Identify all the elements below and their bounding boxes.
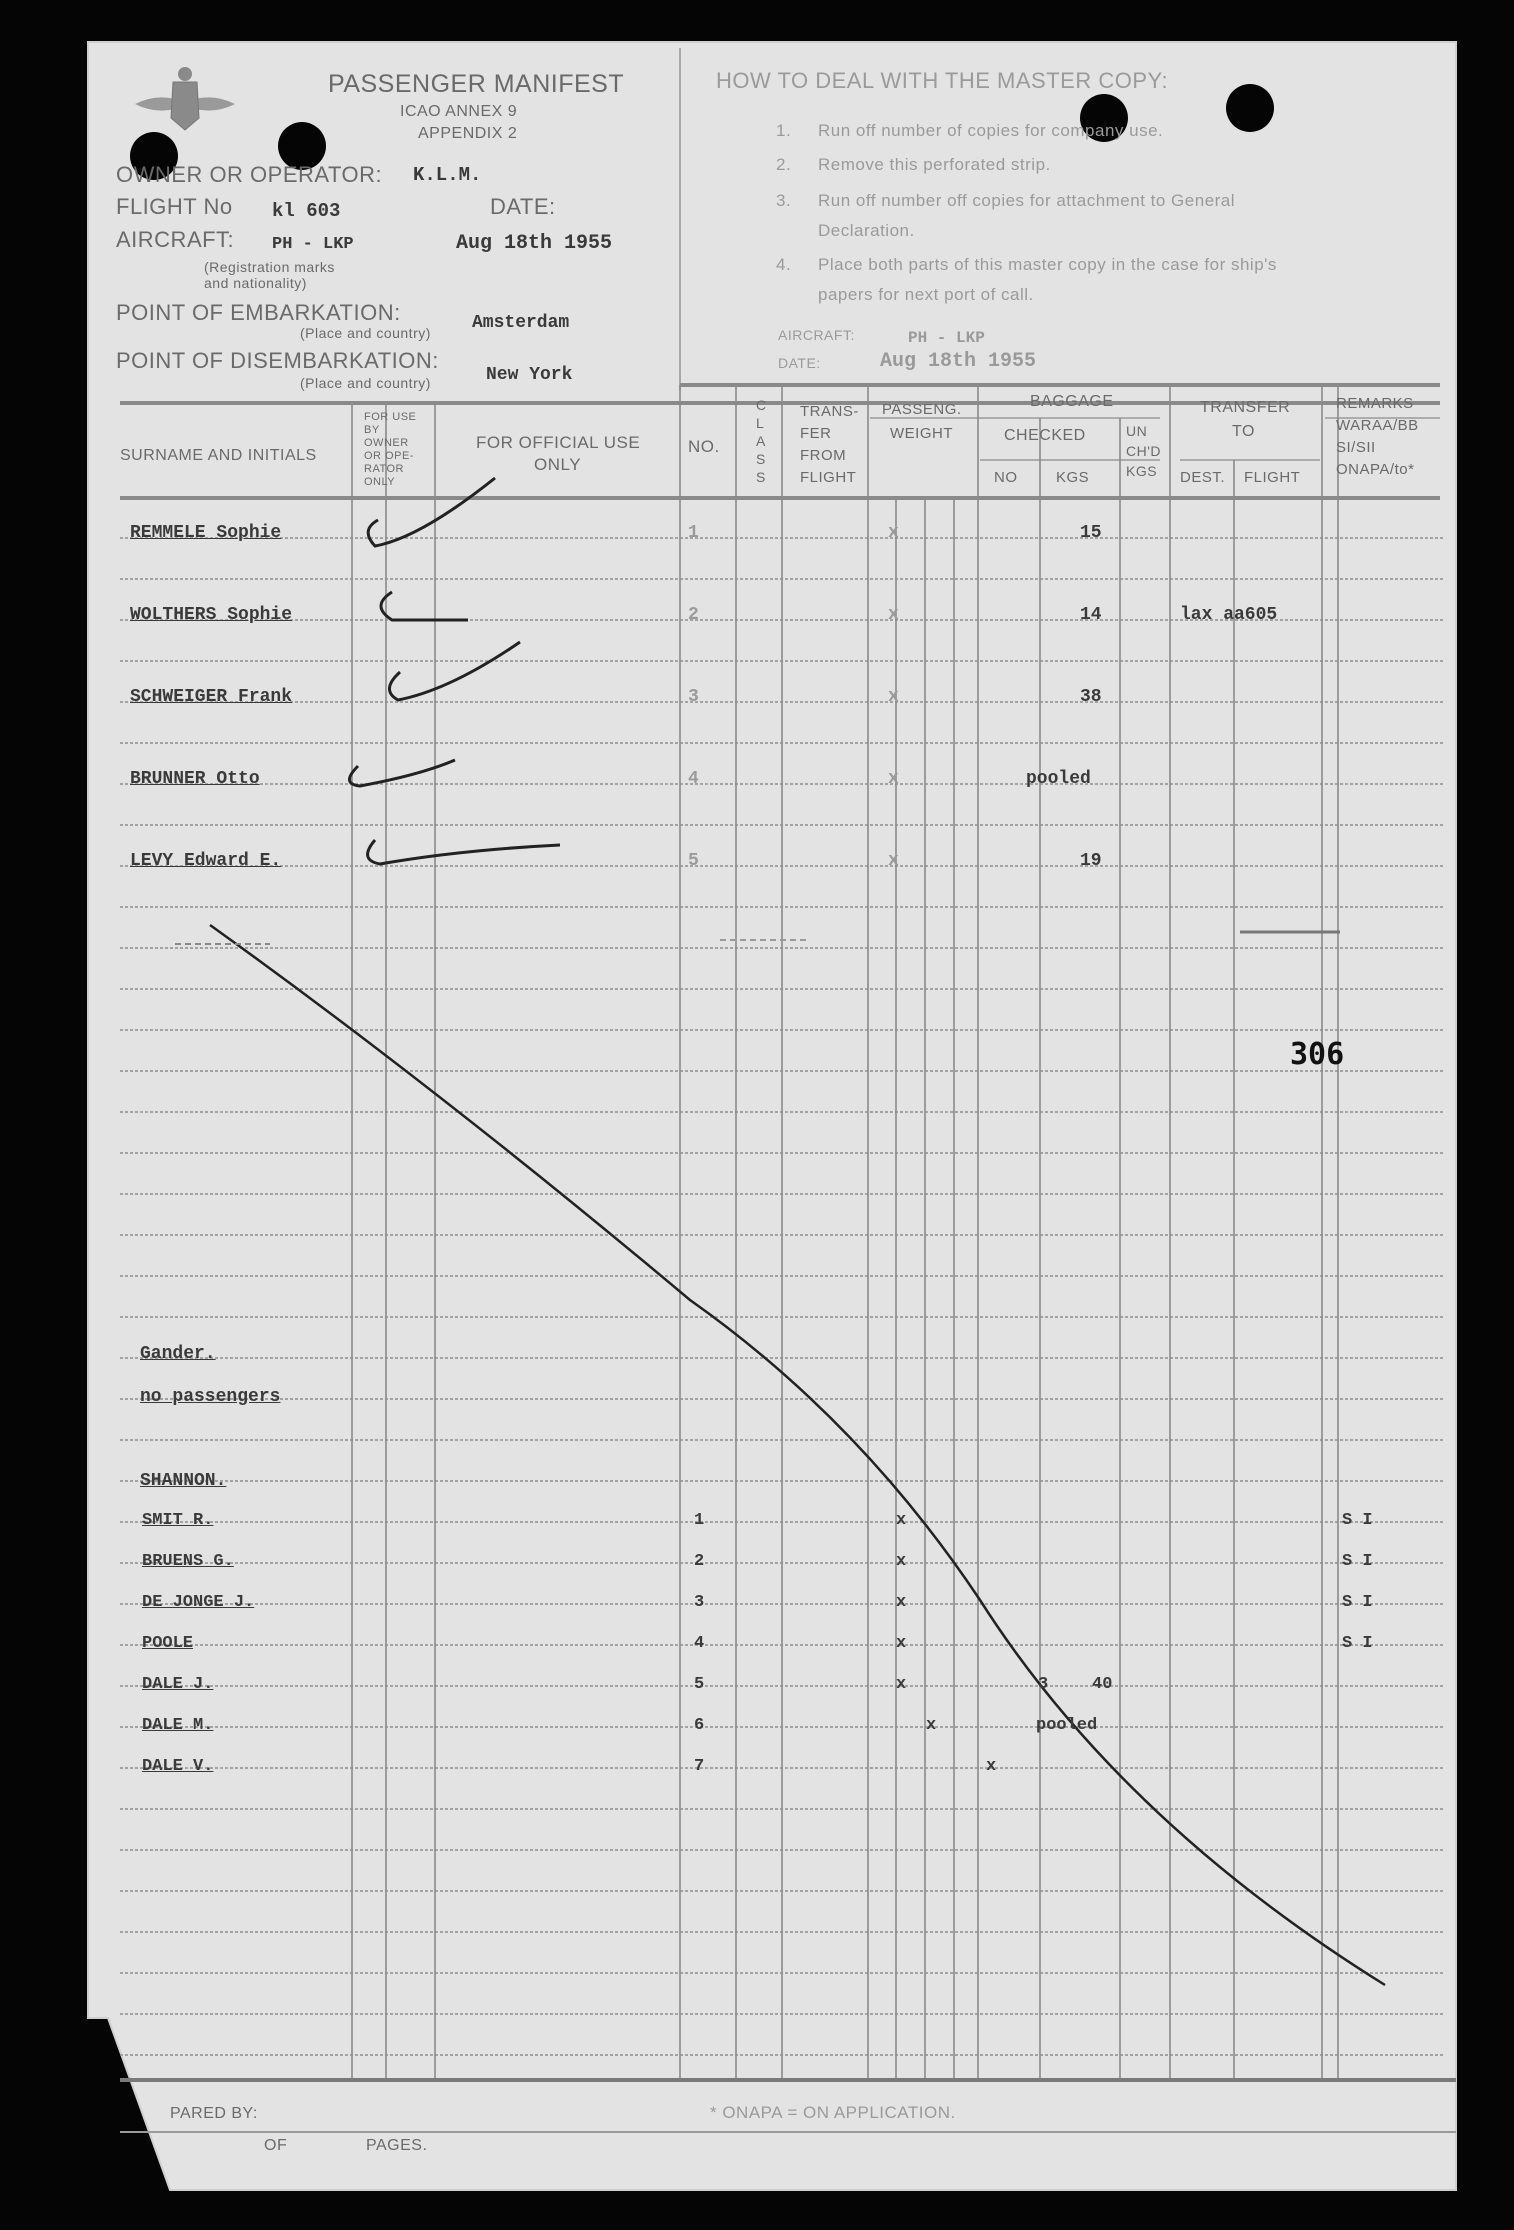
column-transfer-to: TO xyxy=(1232,423,1255,440)
owner-value: K.L.M. xyxy=(413,164,482,186)
instruction-number: 3. xyxy=(776,191,792,210)
passenger-weight-mark: x xyxy=(986,1757,997,1776)
passenger-number: 3 xyxy=(688,687,699,707)
baggage-kgs: pooled xyxy=(1036,1716,1098,1735)
date-label: DATE: xyxy=(490,194,556,219)
passenger-number: 2 xyxy=(694,1552,705,1571)
passenger-weight-mark: x xyxy=(896,1511,907,1530)
prepared-by-label: PARED BY: xyxy=(170,2105,258,2122)
disembarkation-label: POINT OF DISEMBARKATION: xyxy=(116,348,439,373)
column-owner-use-label: OR OPE- xyxy=(364,450,414,462)
passenger-weight-mark: x xyxy=(896,1552,907,1571)
punch-hole xyxy=(1226,84,1274,132)
embarkation-note: (Place and country) xyxy=(300,325,431,341)
baggage-kgs: 14 xyxy=(1080,605,1102,625)
column-passeng-weight: PASSENG. xyxy=(882,401,962,418)
remark: S I xyxy=(1342,1634,1373,1653)
column-remarks-label: SI/SII xyxy=(1336,439,1376,456)
instructions-date-label: DATE: xyxy=(778,355,821,371)
total-number: 306 xyxy=(1290,1037,1345,1072)
passenger-number: 4 xyxy=(694,1634,705,1653)
passenger-name: DALE M. xyxy=(142,1716,214,1735)
passenger-name: BRUENS G. xyxy=(142,1552,234,1571)
passenger-number: 5 xyxy=(688,851,699,871)
passenger-number: 4 xyxy=(688,769,699,789)
transfer-destination: lax aa605 xyxy=(1180,605,1278,625)
passenger-name: BRUNNER Otto xyxy=(130,769,260,789)
column-baggage: BAGGAGE xyxy=(1030,393,1114,410)
column-unchecked-label: KGS xyxy=(1126,463,1158,479)
passenger-name: DALE J. xyxy=(142,1675,214,1694)
column-dest: DEST. xyxy=(1180,469,1226,486)
shannon-label: SHANNON. xyxy=(140,1471,227,1491)
passenger-weight-mark: x xyxy=(896,1593,907,1612)
column-class-label: S xyxy=(756,469,766,485)
instruction-number: 2. xyxy=(776,155,792,174)
passenger-name: SCHWEIGER Frank xyxy=(130,687,293,707)
remark: S I xyxy=(1342,1552,1373,1571)
passenger-weight-mark: x xyxy=(888,605,899,625)
column-class-label: L xyxy=(756,415,765,431)
baggage-kgs: pooled xyxy=(1026,769,1091,789)
passenger-weight-mark: x xyxy=(888,523,899,543)
flight-label: FLIGHT No xyxy=(116,194,233,219)
passenger-weight-mark: x xyxy=(926,1716,937,1735)
baggage-kgs: 15 xyxy=(1080,523,1102,543)
instruction-number: 4. xyxy=(776,255,792,274)
instruction-text: Run off number off copies for attachment to General xyxy=(818,191,1236,210)
passenger-weight-mark: x xyxy=(888,687,899,707)
remark: S I xyxy=(1342,1511,1373,1530)
instruction-text: Place both parts of this master copy in the case for ship's xyxy=(818,255,1277,274)
column-owner-use-label: FOR USE xyxy=(364,411,417,423)
column-remarks-label: REMARKS xyxy=(1336,395,1414,412)
manifest-title: PASSENGER MANIFEST xyxy=(328,70,625,98)
column-checked: CHECKED xyxy=(1004,427,1086,444)
passenger-name: LEVY Edward E. xyxy=(130,851,282,871)
passenger-number: 1 xyxy=(688,523,699,543)
instructions-aircraft-value: PH - LKP xyxy=(908,329,985,347)
passenger-weight-mark: x xyxy=(888,851,899,871)
passenger-weight-mark: x xyxy=(896,1675,907,1694)
column-class-label: A xyxy=(756,433,766,449)
column-transfer-from-label: FLIGHT xyxy=(800,469,857,486)
pages-label: PAGES. xyxy=(366,2137,428,2154)
instruction-text: Declaration. xyxy=(818,221,915,240)
passenger-number: 5 xyxy=(694,1675,705,1694)
column-official-use: FOR OFFICIAL USE xyxy=(476,433,641,452)
gander-note: no passengers xyxy=(140,1387,281,1407)
instruction-number: 1. xyxy=(776,121,792,140)
passenger-name: POOLE xyxy=(142,1634,194,1653)
column-transfer-from-label: TRANS- xyxy=(800,403,859,420)
passenger-number: 1 xyxy=(694,1511,705,1530)
column-passeng-weight: WEIGHT xyxy=(890,425,953,442)
column-transfer-to: TRANSFER xyxy=(1200,399,1291,416)
baggage-count: 3 xyxy=(1038,1675,1049,1694)
column-owner-use-label: OWNER xyxy=(364,437,409,449)
instruction-text: Remove this perforated strip. xyxy=(818,155,1051,174)
instructions-aircraft-label: AIRCRAFT: xyxy=(778,327,855,343)
column-remarks-label: ONAPA/to* xyxy=(1336,461,1415,478)
baggage-kgs: 38 xyxy=(1080,687,1102,707)
gander-label: Gander. xyxy=(140,1344,216,1364)
column-class-label: C xyxy=(756,397,767,413)
registration-note: and nationality) xyxy=(204,275,307,291)
passenger-name: DE JONGE J. xyxy=(142,1593,255,1612)
passenger-number: 6 xyxy=(694,1716,705,1735)
onapa-note: * ONAPA = ON APPLICATION. xyxy=(710,2103,956,2122)
owner-label: OWNER OR OPERATOR: xyxy=(116,162,383,187)
column-remarks-label: WARAA/BB xyxy=(1336,417,1419,434)
passenger-number: 3 xyxy=(694,1593,705,1612)
column-owner-use-label: BY xyxy=(364,424,380,436)
baggage-kgs: 19 xyxy=(1080,851,1102,871)
disembarkation-note: (Place and country) xyxy=(300,375,431,391)
instruction-text: Run off number of copies for company use. xyxy=(818,121,1164,140)
passenger-name: DALE V. xyxy=(142,1757,214,1776)
remark: S I xyxy=(1342,1593,1373,1612)
column-unchecked-label: CH'D xyxy=(1126,443,1162,459)
column-unchecked-label: UN xyxy=(1126,423,1148,439)
instructions-title: HOW TO DEAL WITH THE MASTER COPY: xyxy=(716,68,1169,93)
manifest-subtitle: ICAO ANNEX 9 xyxy=(400,103,518,120)
instructions-date-value: Aug 18th 1955 xyxy=(880,350,1037,373)
column-owner-use-label: RATOR xyxy=(364,463,404,475)
column-official-use: ONLY xyxy=(534,455,582,474)
column-flight: FLIGHT xyxy=(1244,469,1301,486)
passenger-weight-mark: x xyxy=(888,769,899,789)
passenger-number: 2 xyxy=(688,605,699,625)
column-class-label: S xyxy=(756,451,766,467)
passenger-name: SMIT R. xyxy=(142,1511,214,1530)
column-bag-no: NO xyxy=(994,469,1018,486)
manifest-subtitle: APPENDIX 2 xyxy=(418,125,518,142)
baggage-kgs: 40 xyxy=(1092,1675,1113,1694)
aircraft-value: PH - LKP xyxy=(272,235,354,254)
passenger-number: 7 xyxy=(694,1757,705,1776)
aircraft-label: AIRCRAFT: xyxy=(116,227,235,252)
of-label: OF xyxy=(264,2137,288,2154)
column-no: NO. xyxy=(688,437,720,456)
passenger-name: REMMELE Sophie xyxy=(130,523,282,543)
registration-note: (Registration marks xyxy=(204,259,335,275)
embarkation-label: POINT OF EMBARKATION: xyxy=(116,300,401,325)
column-transfer-from-label: FER xyxy=(800,425,832,442)
instruction-text: papers for next port of call. xyxy=(818,285,1034,304)
embarkation-value: Amsterdam xyxy=(472,313,570,333)
column-owner-use-label: ONLY xyxy=(364,476,396,488)
passenger-weight-mark: x xyxy=(896,1634,907,1653)
date-value: Aug 18th 1955 xyxy=(456,232,613,255)
disembarkation-value: New York xyxy=(486,365,573,385)
passenger-name: WOLTHERS Sophie xyxy=(130,605,293,625)
flight-value: kl 603 xyxy=(272,200,341,222)
column-bag-kgs: KGS xyxy=(1056,469,1090,486)
column-surname: SURNAME AND INITIALS xyxy=(120,447,317,464)
column-transfer-from-label: FROM xyxy=(800,447,847,464)
